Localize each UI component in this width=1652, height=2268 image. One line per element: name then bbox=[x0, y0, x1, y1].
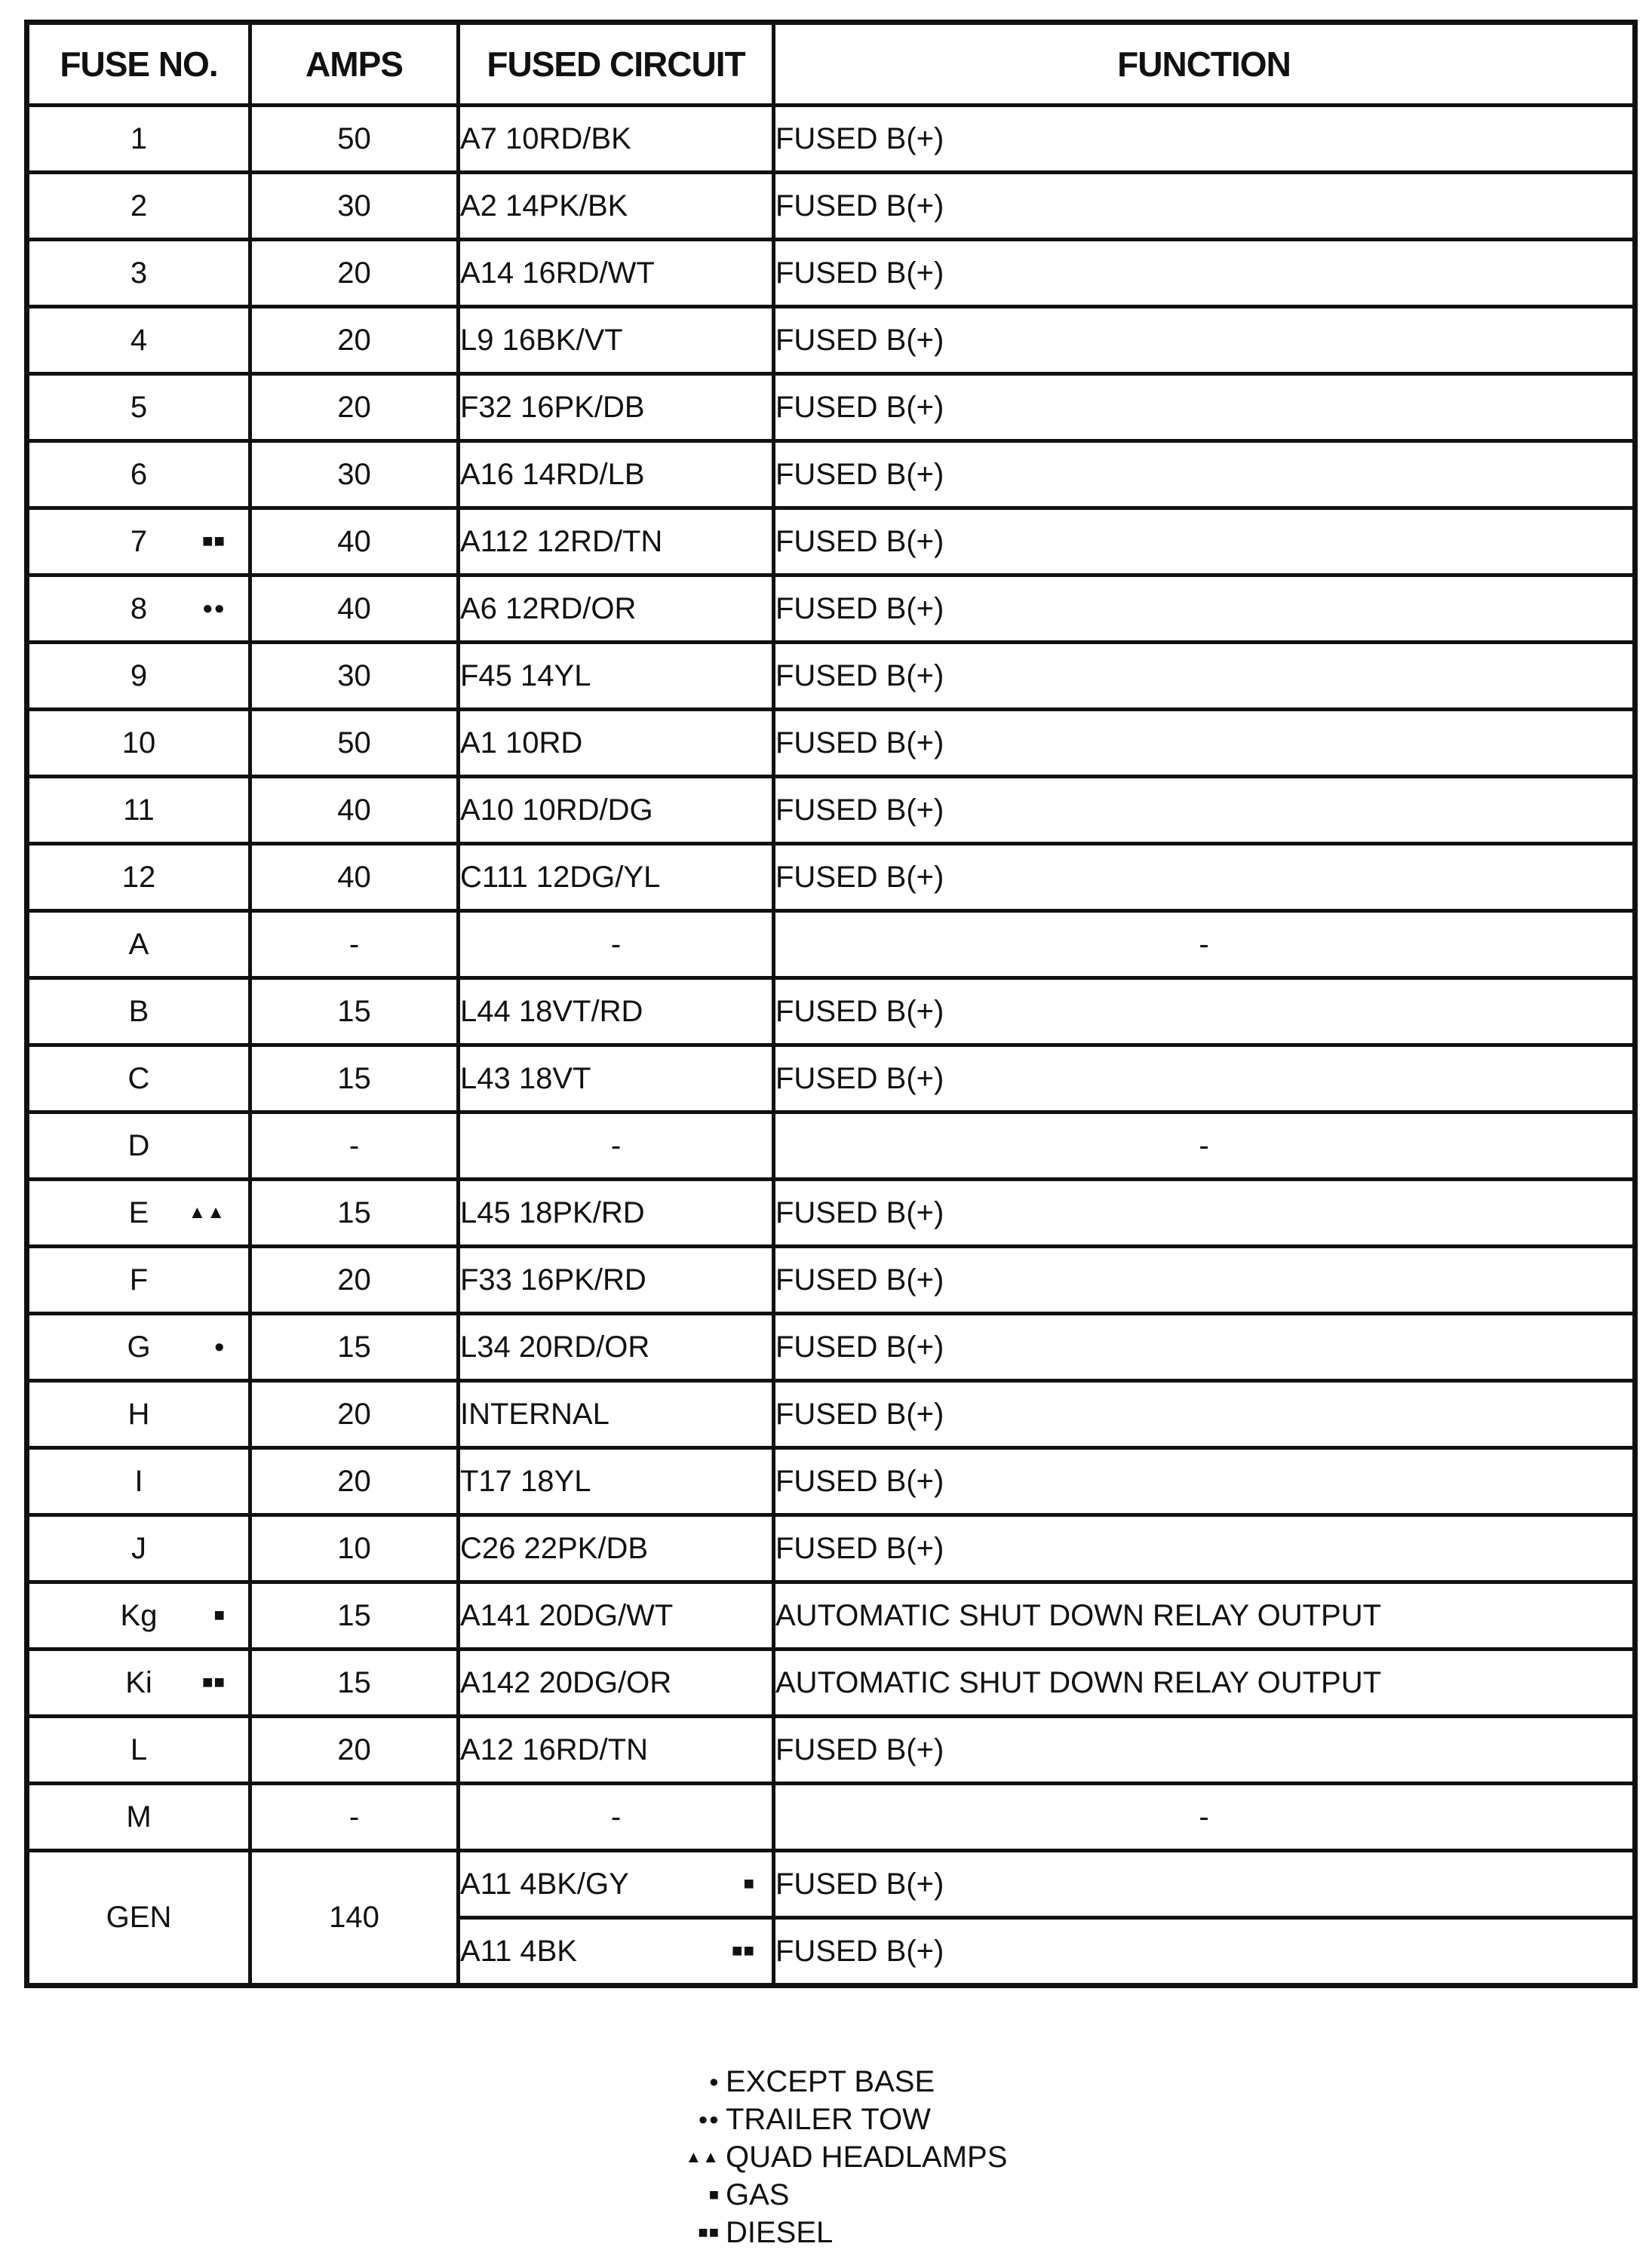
table-row bbox=[27, 307, 1635, 374]
fused-circuit-cell bbox=[459, 1851, 774, 1918]
function-cell: FUSED B(+) bbox=[774, 240, 1635, 307]
amps-cell: 20 bbox=[250, 307, 459, 374]
fuse-number: GEN bbox=[106, 1901, 172, 1934]
legend-item bbox=[676, 2138, 1007, 2176]
fuse-number: E bbox=[128, 1195, 149, 1229]
fuse-number: 8 bbox=[130, 591, 148, 625]
function-cell: - bbox=[774, 911, 1635, 978]
table-row bbox=[27, 1717, 1635, 1784]
table-row bbox=[27, 441, 1635, 508]
fuse-number-cell bbox=[27, 1851, 250, 1986]
fused-circuit-cell: - bbox=[459, 1784, 774, 1851]
table-row bbox=[27, 844, 1635, 911]
fuse-number: F bbox=[129, 1263, 149, 1297]
fuse-number: 12 bbox=[121, 860, 156, 894]
table-row bbox=[27, 374, 1635, 441]
fuse-number: 10 bbox=[121, 726, 156, 760]
amps-cell: 15 bbox=[250, 1314, 459, 1381]
fuse-number-cell bbox=[27, 1381, 250, 1448]
header-amps: AMPS bbox=[250, 23, 459, 106]
amps-cell: 20 bbox=[250, 1247, 459, 1314]
function-cell: AUTOMATIC SHUT DOWN RELAY OUTPUT bbox=[774, 1650, 1635, 1717]
table-row bbox=[27, 1314, 1635, 1381]
fuse-number: 3 bbox=[130, 256, 148, 290]
function-cell: - bbox=[774, 1784, 1635, 1851]
function-cell: FUSED B(+) bbox=[774, 1180, 1635, 1247]
fuse-number-cell bbox=[27, 643, 250, 710]
legend-label: GAS bbox=[726, 2178, 790, 2211]
fuse-number-cell bbox=[27, 1717, 250, 1784]
fused-circuit-cell: A7 10RD/BK bbox=[459, 106, 774, 173]
legend-item bbox=[676, 2214, 1007, 2251]
fuse-number: Ki bbox=[125, 1665, 152, 1699]
fused-circuit-cell: INTERNAL bbox=[459, 1381, 774, 1448]
amps-cell: 20 bbox=[250, 1448, 459, 1515]
legend bbox=[676, 2063, 1007, 2251]
fused-circuit-cell: L34 20RD/OR bbox=[459, 1314, 774, 1381]
fused-circuit-cell: A1 10RD bbox=[459, 710, 774, 777]
circuit-variant-mark: ■■ bbox=[732, 1941, 755, 1961]
amps-cell: 40 bbox=[250, 575, 459, 643]
fuse-variant-mark: ● bbox=[213, 1337, 226, 1357]
header-fused-circuit: FUSED CIRCUIT bbox=[459, 23, 774, 106]
fuse-number-cell bbox=[27, 106, 250, 173]
amps-cell: 30 bbox=[250, 643, 459, 710]
function-cell: FUSED B(+) bbox=[774, 643, 1635, 710]
fused-circuit-cell: - bbox=[459, 911, 774, 978]
function-cell: FUSED B(+) bbox=[774, 844, 1635, 911]
function-cell: FUSED B(+) bbox=[774, 1314, 1635, 1381]
table-row bbox=[27, 978, 1635, 1045]
table-row bbox=[27, 710, 1635, 777]
fuse-number-cell bbox=[27, 1650, 250, 1717]
circuit-variant-mark: ■ bbox=[743, 1874, 755, 1894]
fuse-number-cell bbox=[27, 173, 250, 240]
fused-circuit-cell: - bbox=[459, 1113, 774, 1180]
amps-cell: - bbox=[250, 1113, 459, 1180]
fuse-number: 7 bbox=[130, 524, 148, 558]
legend-symbol: ●● bbox=[698, 2110, 720, 2128]
fuse-number: 5 bbox=[130, 390, 148, 424]
amps-cell: 50 bbox=[250, 106, 459, 173]
fused-circuit-text: A11 4BK bbox=[460, 1934, 577, 1968]
fused-circuit-cell: A12 16RD/TN bbox=[459, 1717, 774, 1784]
table-row bbox=[27, 240, 1635, 307]
legend-symbol: ● bbox=[708, 2072, 720, 2091]
fused-circuit-cell: C26 22PK/DB bbox=[459, 1515, 774, 1582]
function-cell: FUSED B(+) bbox=[774, 1515, 1635, 1582]
amps-cell: 10 bbox=[250, 1515, 459, 1582]
fused-circuit-cell: A142 20DG/OR bbox=[459, 1650, 774, 1717]
legend-label: DIESEL bbox=[726, 2216, 834, 2249]
table-row bbox=[27, 508, 1635, 575]
legend-label: QUAD HEADLAMPS bbox=[726, 2141, 1008, 2174]
legend-symbol: ■■ bbox=[698, 2223, 720, 2242]
function-cell: - bbox=[774, 1113, 1635, 1180]
fuse-number: G bbox=[127, 1330, 151, 1364]
fuse-number: J bbox=[131, 1531, 146, 1565]
amps-cell: 140 bbox=[250, 1851, 459, 1986]
function-cell: FUSED B(+) bbox=[774, 575, 1635, 643]
fused-circuit-cell: L9 16BK/VT bbox=[459, 307, 774, 374]
amps-cell: 15 bbox=[250, 1582, 459, 1650]
function-cell: FUSED B(+) bbox=[774, 1851, 1635, 1918]
amps-cell: 20 bbox=[250, 374, 459, 441]
function-cell: FUSED B(+) bbox=[774, 374, 1635, 441]
amps-cell: 40 bbox=[250, 777, 459, 844]
fuse-number-cell bbox=[27, 508, 250, 575]
function-cell: FUSED B(+) bbox=[774, 307, 1635, 374]
amps-cell: 20 bbox=[250, 240, 459, 307]
fuse-table bbox=[24, 20, 1638, 1988]
amps-cell: 20 bbox=[250, 1717, 459, 1784]
fused-circuit-cell: A6 12RD/OR bbox=[459, 575, 774, 643]
table-row bbox=[27, 777, 1635, 844]
table-row bbox=[27, 1515, 1635, 1582]
fuse-number: L bbox=[130, 1732, 148, 1766]
table-row bbox=[27, 106, 1635, 173]
legend-item bbox=[676, 2101, 1007, 2138]
fuse-number-cell bbox=[27, 777, 250, 844]
table-row bbox=[27, 1045, 1635, 1113]
amps-cell: 50 bbox=[250, 710, 459, 777]
fuse-number: H bbox=[127, 1397, 150, 1431]
amps-cell: 15 bbox=[250, 1180, 459, 1247]
function-cell: FUSED B(+) bbox=[774, 710, 1635, 777]
fuse-number: 2 bbox=[130, 189, 148, 223]
table-row bbox=[27, 575, 1635, 643]
function-cell: FUSED B(+) bbox=[774, 777, 1635, 844]
fuse-number: D bbox=[127, 1128, 150, 1162]
amps-cell: - bbox=[250, 911, 459, 978]
fuse-number: 6 bbox=[130, 457, 148, 491]
header-row bbox=[27, 23, 1635, 106]
fuse-table-body bbox=[27, 106, 1635, 1986]
fused-circuit-cell: F32 16PK/DB bbox=[459, 374, 774, 441]
amps-cell: 40 bbox=[250, 844, 459, 911]
table-row bbox=[27, 1650, 1635, 1717]
fused-circuit-cell bbox=[459, 1918, 774, 1986]
fuse-variant-mark: ■■ bbox=[202, 1672, 226, 1693]
fused-circuit-cell: A112 12RD/TN bbox=[459, 508, 774, 575]
header-fuse-no: FUSE NO. bbox=[27, 23, 250, 106]
fuse-number-cell bbox=[27, 1314, 250, 1381]
fuse-number: 9 bbox=[130, 658, 148, 692]
table-row-gen bbox=[27, 1851, 1635, 1918]
fused-circuit-cell: A141 20DG/WT bbox=[459, 1582, 774, 1650]
table-row bbox=[27, 1381, 1635, 1448]
fuse-number-cell bbox=[27, 240, 250, 307]
fused-circuit-cell: A14 16RD/WT bbox=[459, 240, 774, 307]
function-cell: FUSED B(+) bbox=[774, 1247, 1635, 1314]
fused-circuit-cell: A16 14RD/LB bbox=[459, 441, 774, 508]
amps-cell: 15 bbox=[250, 1650, 459, 1717]
legend-label: TRAILER TOW bbox=[726, 2103, 931, 2136]
function-cell: FUSED B(+) bbox=[774, 1918, 1635, 1986]
fuse-variant-mark: ■ bbox=[213, 1605, 226, 1625]
fuse-number-cell bbox=[27, 1582, 250, 1650]
amps-cell: 30 bbox=[250, 441, 459, 508]
legend-item bbox=[676, 2063, 1007, 2101]
fused-circuit-cell: A2 14PK/BK bbox=[459, 173, 774, 240]
fused-circuit-cell: L43 18VT bbox=[459, 1045, 774, 1113]
fuse-number: 11 bbox=[123, 793, 155, 827]
fuse-variant-mark: ●● bbox=[202, 598, 226, 618]
fuse-number-cell bbox=[27, 1247, 250, 1314]
table-row bbox=[27, 1180, 1635, 1247]
fuse-number: M bbox=[126, 1800, 152, 1834]
table-row bbox=[27, 173, 1635, 240]
fuse-number: I bbox=[134, 1464, 143, 1498]
function-cell: FUSED B(+) bbox=[774, 1045, 1635, 1113]
fuse-number-cell bbox=[27, 1784, 250, 1851]
fused-circuit-cell: C111 12DG/YL bbox=[459, 844, 774, 911]
table-row bbox=[27, 643, 1635, 710]
fused-circuit-cell: A10 10RD/DG bbox=[459, 777, 774, 844]
fuse-variant-mark: ▲▲ bbox=[188, 1202, 226, 1223]
legend-item bbox=[676, 2176, 1007, 2214]
fuse-number-cell bbox=[27, 710, 250, 777]
fused-circuit-cell: L44 18VT/RD bbox=[459, 978, 774, 1045]
fuse-number-cell bbox=[27, 844, 250, 911]
amps-cell: 20 bbox=[250, 1381, 459, 1448]
header-function: FUNCTION bbox=[774, 23, 1635, 106]
table-row bbox=[27, 911, 1635, 978]
function-cell: FUSED B(+) bbox=[774, 978, 1635, 1045]
fuse-number-cell bbox=[27, 441, 250, 508]
fuse-number: Kg bbox=[120, 1598, 158, 1632]
fuse-variant-mark: ■■ bbox=[202, 531, 226, 551]
fused-circuit-cell: T17 18YL bbox=[459, 1448, 774, 1515]
function-cell: FUSED B(+) bbox=[774, 1717, 1635, 1784]
fused-circuit-cell: F45 14YL bbox=[459, 643, 774, 710]
table-row bbox=[27, 1448, 1635, 1515]
fuse-number: 4 bbox=[130, 323, 148, 357]
fuse-number-cell bbox=[27, 1045, 250, 1113]
fuse-number-cell bbox=[27, 1515, 250, 1582]
fuse-number-cell bbox=[27, 307, 250, 374]
fuse-number: C bbox=[127, 1061, 150, 1095]
function-cell: FUSED B(+) bbox=[774, 1381, 1635, 1448]
amps-cell: 40 bbox=[250, 508, 459, 575]
table-row bbox=[27, 1784, 1635, 1851]
fused-circuit-text: A11 4BK/GY bbox=[460, 1867, 629, 1901]
function-cell: FUSED B(+) bbox=[774, 441, 1635, 508]
amps-cell: - bbox=[250, 1784, 459, 1851]
fuse-number: B bbox=[128, 994, 149, 1028]
fuse-number-cell bbox=[27, 575, 250, 643]
legend-symbol: ■ bbox=[708, 2185, 720, 2204]
fuse-number-cell bbox=[27, 1113, 250, 1180]
table-row bbox=[27, 1582, 1635, 1650]
function-cell: FUSED B(+) bbox=[774, 508, 1635, 575]
amps-cell: 15 bbox=[250, 1045, 459, 1113]
amps-cell: 30 bbox=[250, 173, 459, 240]
fuse-number: 1 bbox=[130, 121, 148, 155]
fuse-number-cell bbox=[27, 911, 250, 978]
function-cell: FUSED B(+) bbox=[774, 173, 1635, 240]
fuse-number-cell bbox=[27, 978, 250, 1045]
fused-circuit-cell: L45 18PK/RD bbox=[459, 1180, 774, 1247]
fuse-number-cell bbox=[27, 1180, 250, 1247]
fuse-number-cell bbox=[27, 374, 250, 441]
fused-circuit-cell: F33 16PK/RD bbox=[459, 1247, 774, 1314]
legend-label: EXCEPT BASE bbox=[726, 2065, 935, 2098]
function-cell: FUSED B(+) bbox=[774, 106, 1635, 173]
table-row bbox=[27, 1247, 1635, 1314]
table-row bbox=[27, 1113, 1635, 1180]
legend-symbol: ▲▲ bbox=[685, 2147, 720, 2166]
fuse-number: A bbox=[128, 927, 149, 961]
amps-cell: 15 bbox=[250, 978, 459, 1045]
function-cell: FUSED B(+) bbox=[774, 1448, 1635, 1515]
fuse-number-cell bbox=[27, 1448, 250, 1515]
function-cell: AUTOMATIC SHUT DOWN RELAY OUTPUT bbox=[774, 1582, 1635, 1650]
